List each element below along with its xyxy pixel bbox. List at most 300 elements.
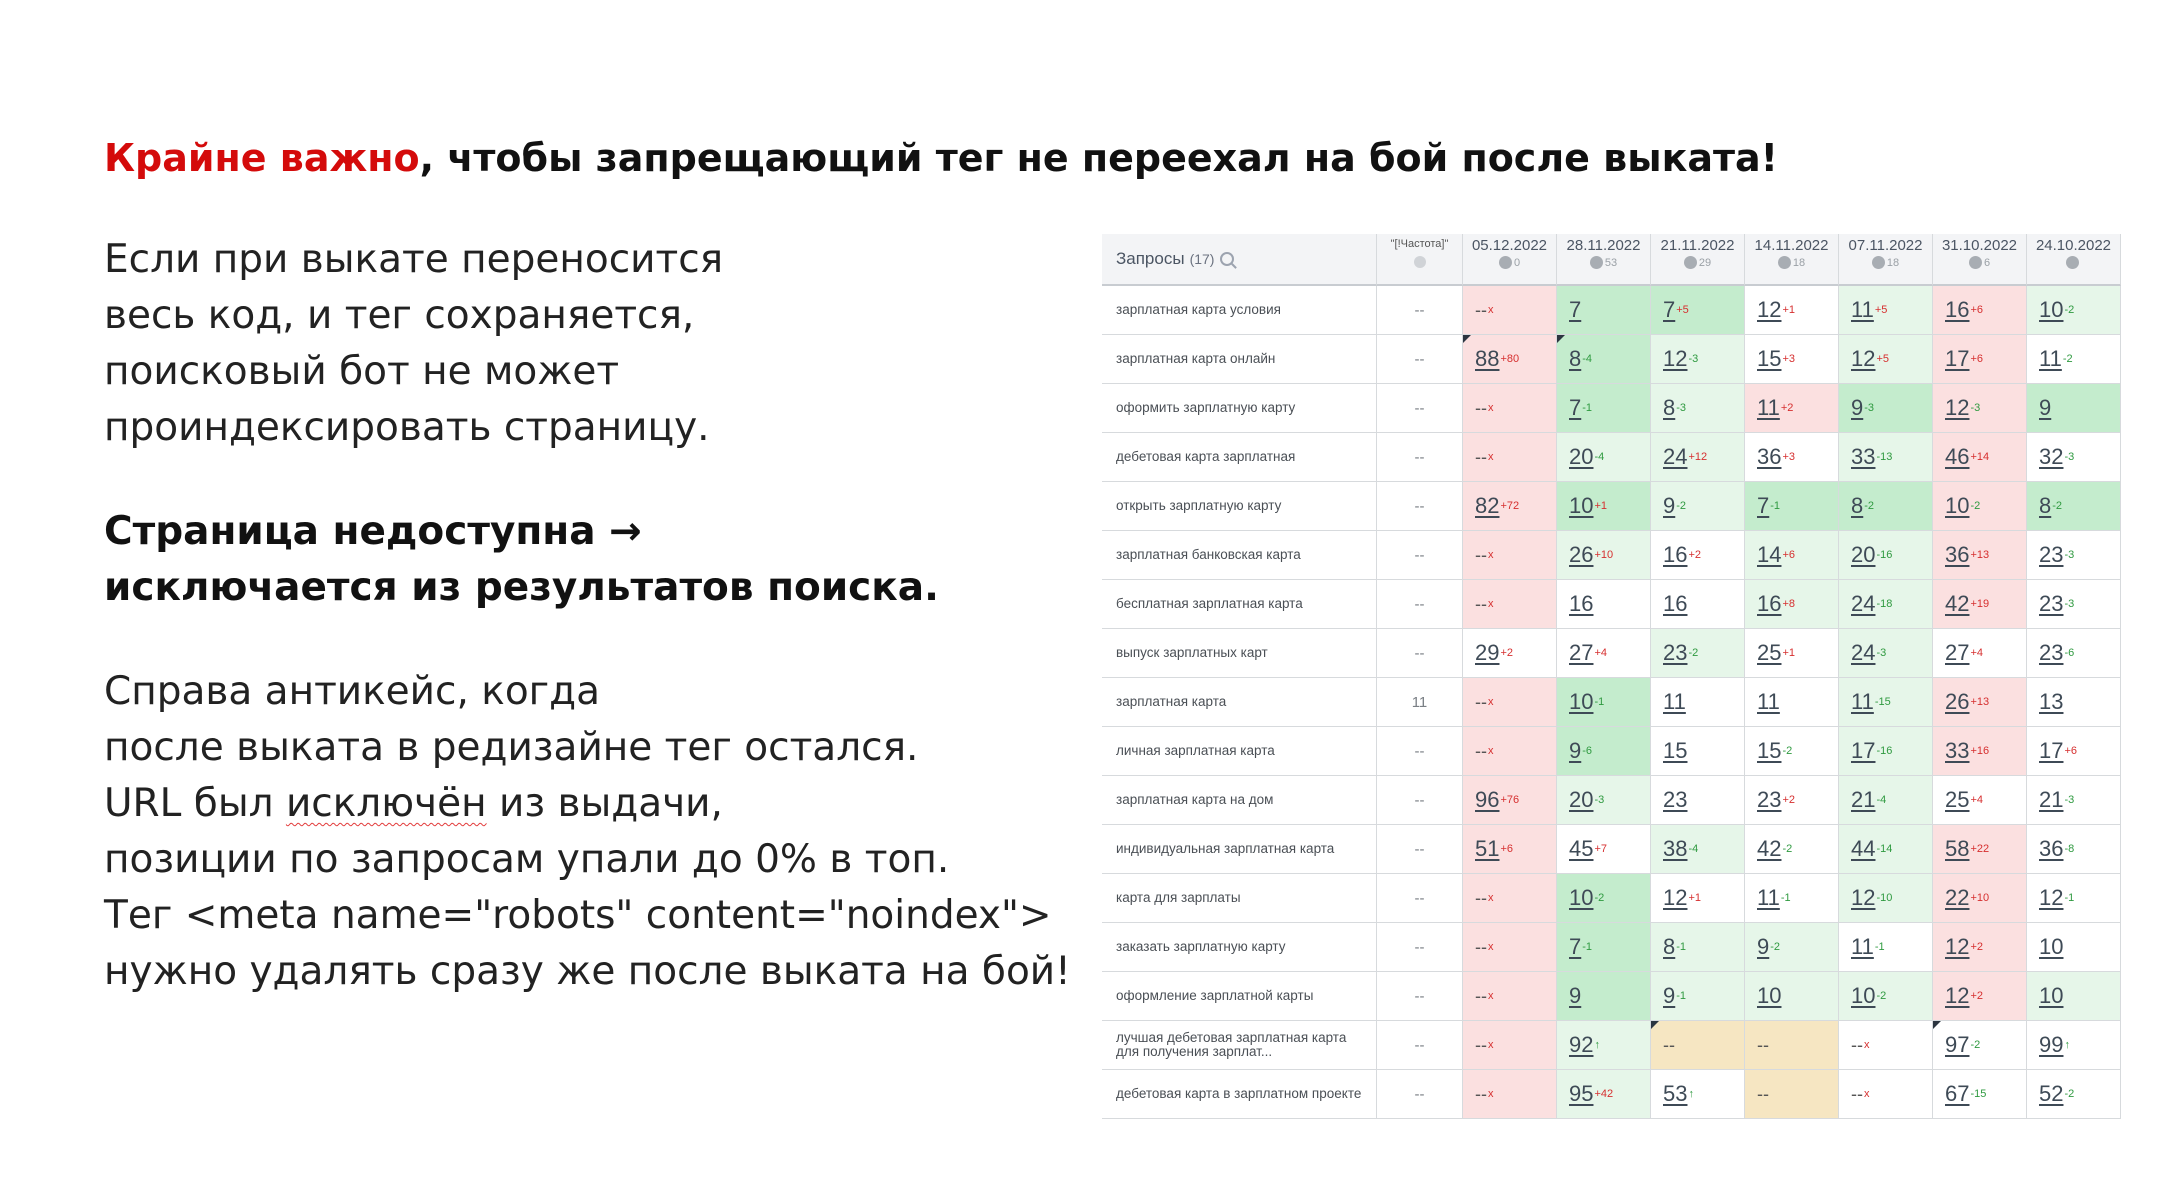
position-value[interactable]: 51 — [1475, 836, 1500, 861]
position-value[interactable]: 36 — [1945, 542, 1970, 567]
position-value: -- — [1475, 446, 1487, 467]
position-delta: -2 — [1676, 500, 1687, 512]
position-value[interactable]: 13 — [2039, 689, 2064, 714]
position-cell[interactable] — [1745, 629, 1839, 678]
position-value[interactable]: 9 — [1757, 934, 1770, 959]
position-value[interactable]: 11 — [1851, 934, 1874, 959]
position-value[interactable]: 58 — [1945, 836, 1970, 861]
position-value[interactable]: 33 — [1945, 738, 1970, 763]
position-cell[interactable] — [1557, 629, 1651, 678]
position-value[interactable]: 7 — [1569, 934, 1582, 959]
position-cell[interactable] — [1839, 335, 1933, 384]
position-cell[interactable] — [1651, 335, 1745, 384]
position-value[interactable]: 23 — [1663, 787, 1688, 812]
position-value[interactable]: 16 — [1945, 297, 1970, 322]
position-delta: +2 — [1688, 549, 1702, 561]
position-cell[interactable] — [1933, 433, 2027, 482]
position-value[interactable]: 16 — [1663, 591, 1688, 616]
date-column-header[interactable] — [2027, 234, 2121, 286]
position-delta: +8 — [1782, 598, 1796, 610]
position-cell[interactable] — [1745, 727, 1839, 776]
position-cell[interactable] — [2027, 335, 2121, 384]
position-cell[interactable] — [1745, 972, 1839, 1021]
position-cell[interactable] — [1463, 531, 1557, 580]
position-cell[interactable] — [1839, 433, 1933, 482]
position-cell[interactable] — [1557, 1021, 1651, 1070]
position-value[interactable]: 8 — [1569, 346, 1582, 371]
paragraph-line: позиции по запросам упали до 0% в топ. — [104, 837, 950, 882]
position-value[interactable]: 21 — [1851, 787, 1876, 812]
search-icon[interactable] — [1220, 252, 1234, 266]
position-cell[interactable] — [2027, 1070, 2121, 1119]
query-cell[interactable]: зарплатная карта на дом — [1102, 776, 1377, 825]
position-value[interactable]: 22 — [1945, 885, 1970, 910]
position-value[interactable]: 52 — [2039, 1081, 2064, 1106]
position-value[interactable]: 29 — [1475, 640, 1500, 665]
position-cell[interactable] — [1745, 874, 1839, 923]
date-label: 14.11.2022 — [1754, 237, 1829, 254]
position-cell[interactable] — [1557, 874, 1651, 923]
position-value: -- — [1475, 397, 1487, 418]
position-cell[interactable] — [1557, 335, 1651, 384]
position-cell[interactable] — [1745, 286, 1839, 335]
position-cell[interactable] — [1557, 825, 1651, 874]
position-cell[interactable] — [1651, 727, 1745, 776]
table-row — [1102, 629, 2121, 678]
position-value[interactable]: 15 — [1757, 738, 1782, 763]
position-cell[interactable] — [1557, 531, 1651, 580]
position-value: -- — [1475, 985, 1487, 1006]
position-value[interactable]: 17 — [1945, 346, 1970, 371]
position-delta: x — [1488, 1039, 1494, 1051]
position-cell[interactable] — [1745, 1021, 1839, 1070]
position-value[interactable]: 12 — [1851, 885, 1876, 910]
query-cell[interactable]: индивидуальная зарплатная карта — [1102, 825, 1377, 874]
position-value: -- — [1475, 691, 1487, 712]
query-cell[interactable]: открыть зарплатную карту — [1102, 482, 1377, 531]
position-value[interactable]: 23 — [1663, 640, 1688, 665]
date-subline — [1651, 256, 1744, 269]
position-cell[interactable] — [1463, 433, 1557, 482]
position-value[interactable]: 16 — [1663, 542, 1688, 567]
position-value[interactable]: 10 — [1569, 885, 1594, 910]
date-column-header[interactable] — [1463, 234, 1557, 286]
table-row — [1102, 923, 2121, 972]
position-value[interactable]: 12 — [2039, 885, 2064, 910]
query-cell[interactable]: выпуск зарплатных карт — [1102, 629, 1377, 678]
position-cell[interactable] — [1933, 335, 2027, 384]
position-cell[interactable] — [2027, 629, 2121, 678]
position-value[interactable]: 88 — [1475, 346, 1500, 371]
position-cell[interactable] — [1557, 286, 1651, 335]
position-cell[interactable] — [1557, 923, 1651, 972]
position-value[interactable]: 42 — [1757, 836, 1782, 861]
table-row — [1102, 286, 2121, 335]
position-cell[interactable] — [1745, 433, 1839, 482]
position-value[interactable]: 12 — [1851, 346, 1876, 371]
date-column-header[interactable] — [1745, 234, 1839, 286]
paragraph-anticase — [104, 664, 1104, 1000]
date-subline — [1839, 256, 1932, 269]
position-cell[interactable] — [1463, 335, 1557, 384]
position-cell[interactable] — [1463, 629, 1557, 678]
query-column-header[interactable] — [1102, 234, 1377, 286]
frequency-cell: -- — [1377, 874, 1463, 923]
position-cell[interactable] — [2027, 286, 2121, 335]
position-cell[interactable] — [1839, 482, 1933, 531]
paragraph-line: проиндексировать страницу. — [104, 405, 710, 450]
position-value[interactable]: 33 — [1851, 444, 1876, 469]
position-cell[interactable] — [1745, 678, 1839, 727]
position-value[interactable]: 10 — [1569, 689, 1594, 714]
position-cell[interactable] — [2027, 482, 2121, 531]
position-value[interactable]: 9 — [2039, 395, 2052, 420]
query-cell[interactable]: заказать зарплатную карту — [1102, 923, 1377, 972]
position-value[interactable]: 10 — [1569, 493, 1594, 518]
position-value: -- — [1475, 936, 1487, 957]
query-cell[interactable]: личная зарплатная карта — [1102, 727, 1377, 776]
position-cell[interactable] — [2027, 972, 2121, 1021]
position-cell[interactable] — [1463, 923, 1557, 972]
position-cell[interactable] — [1463, 1021, 1557, 1070]
position-cell[interactable] — [2027, 776, 2121, 825]
position-cell[interactable] — [1651, 482, 1745, 531]
position-value[interactable]: 7 — [1569, 297, 1582, 322]
position-cell[interactable] — [1463, 286, 1557, 335]
position-cell[interactable] — [1651, 972, 1745, 1021]
position-cell[interactable] — [1933, 923, 2027, 972]
date-column-header[interactable] — [1839, 234, 1933, 286]
position-cell[interactable] — [1463, 874, 1557, 923]
position-value[interactable]: 32 — [2039, 444, 2064, 469]
frequency-cell: -- — [1377, 482, 1463, 531]
position-value[interactable]: 44 — [1851, 836, 1876, 861]
position-value[interactable]: 11 — [1757, 395, 1780, 420]
position-value[interactable]: 25 — [1757, 640, 1782, 665]
position-cell[interactable] — [1839, 580, 1933, 629]
position-value[interactable]: 92 — [1569, 1032, 1594, 1057]
position-cell[interactable] — [1651, 433, 1745, 482]
position-cell[interactable] — [2027, 531, 2121, 580]
position-value[interactable]: 11 — [1851, 297, 1874, 322]
position-value[interactable]: 11 — [1663, 689, 1686, 714]
position-value[interactable]: 12 — [1663, 346, 1688, 371]
position-value[interactable]: 9 — [1663, 493, 1676, 518]
position-value[interactable]: 8 — [2039, 493, 2052, 518]
position-cell[interactable] — [1745, 580, 1839, 629]
position-value[interactable]: 20 — [1569, 444, 1594, 469]
query-cell[interactable]: оформление зарплатной карты — [1102, 972, 1377, 1021]
position-cell[interactable] — [1557, 433, 1651, 482]
position-cell[interactable] — [1933, 1070, 2027, 1119]
position-delta: -3 — [2064, 794, 2075, 806]
position-value[interactable]: 8 — [1663, 395, 1676, 420]
position-cell[interactable] — [1651, 531, 1745, 580]
position-value[interactable]: 12 — [1663, 885, 1688, 910]
position-cell[interactable] — [1933, 678, 2027, 727]
position-delta: x — [1488, 892, 1494, 904]
query-cell[interactable]: зарплатная карта онлайн — [1102, 335, 1377, 384]
frequency-cell: -- — [1377, 1070, 1463, 1119]
position-cell[interactable] — [1839, 776, 1933, 825]
position-cell[interactable] — [2027, 433, 2121, 482]
position-value[interactable]: 25 — [1945, 787, 1970, 812]
position-delta: -2 — [2064, 304, 2075, 316]
query-cell[interactable]: зарплатная карта — [1102, 678, 1377, 727]
position-delta: x — [1488, 1088, 1494, 1100]
position-value[interactable]: 10 — [2039, 983, 2064, 1008]
position-delta: +72 — [1500, 500, 1520, 512]
date-label: 07.11.2022 — [1848, 237, 1923, 254]
position-value[interactable]: 95 — [1569, 1081, 1594, 1106]
position-cell[interactable] — [1463, 1070, 1557, 1119]
position-delta: -2 — [2062, 353, 2073, 365]
position-value[interactable]: 12 — [1945, 395, 1970, 420]
position-delta: -3 — [1876, 647, 1887, 659]
query-cell[interactable]: зарплатная банковская карта — [1102, 531, 1377, 580]
percent-icon — [1872, 256, 1885, 269]
position-value[interactable]: 9 — [1569, 983, 1582, 1008]
position-value[interactable]: 11 — [1757, 689, 1780, 714]
position-cell[interactable] — [1933, 580, 2027, 629]
position-value[interactable]: 10 — [2039, 297, 2064, 322]
position-value[interactable]: 24 — [1663, 444, 1688, 469]
position-cell[interactable] — [1839, 825, 1933, 874]
date-column-header[interactable] — [1933, 234, 2027, 286]
position-cell[interactable] — [1463, 580, 1557, 629]
position-cell[interactable] — [1933, 972, 2027, 1021]
position-cell[interactable] — [1933, 776, 2027, 825]
position-cell[interactable] — [2027, 923, 2121, 972]
position-cell[interactable] — [1463, 825, 1557, 874]
frequency-column-header[interactable] — [1377, 234, 1463, 286]
position-cell[interactable] — [1651, 825, 1745, 874]
position-value[interactable]: 10 — [2039, 934, 2064, 959]
date-column-header[interactable] — [1557, 234, 1651, 286]
position-cell[interactable] — [1933, 482, 2027, 531]
position-value[interactable]: 97 — [1945, 1032, 1970, 1057]
position-cell[interactable] — [1745, 384, 1839, 433]
position-value[interactable]: 14 — [1757, 542, 1782, 567]
position-cell[interactable] — [2027, 384, 2121, 433]
position-delta: +6 — [1782, 549, 1796, 561]
position-value[interactable]: 8 — [1851, 493, 1864, 518]
position-cell[interactable] — [1557, 678, 1651, 727]
position-cell[interactable] — [1839, 678, 1933, 727]
position-value[interactable]: 21 — [2039, 787, 2064, 812]
position-cell[interactable] — [1651, 776, 1745, 825]
position-delta: x — [1488, 990, 1494, 1002]
position-value[interactable]: 67 — [1945, 1081, 1970, 1106]
position-cell[interactable] — [1839, 629, 1933, 678]
position-value[interactable]: 17 — [2039, 738, 2064, 763]
position-value[interactable]: 9 — [1569, 738, 1582, 763]
position-cell[interactable] — [1463, 776, 1557, 825]
position-cell[interactable] — [1651, 1021, 1745, 1070]
position-value[interactable]: 15 — [1663, 738, 1688, 763]
position-cell[interactable] — [1463, 727, 1557, 776]
position-cell[interactable] — [1745, 482, 1839, 531]
date-subline — [2027, 256, 2120, 269]
position-cell[interactable] — [2027, 678, 2121, 727]
position-cell[interactable] — [1745, 923, 1839, 972]
position-value[interactable]: 7 — [1663, 297, 1676, 322]
position-cell[interactable] — [1557, 776, 1651, 825]
position-cell[interactable] — [1933, 384, 2027, 433]
position-cell[interactable] — [2027, 580, 2121, 629]
position-cell[interactable] — [1933, 629, 2027, 678]
query-cell[interactable]: оформить зарплатную карту — [1102, 384, 1377, 433]
position-value[interactable]: 12 — [1945, 983, 1970, 1008]
position-cell[interactable] — [1839, 727, 1933, 776]
position-cell[interactable] — [1839, 531, 1933, 580]
position-cell[interactable] — [2027, 727, 2121, 776]
query-cell[interactable]: дебетовая карта в зарплатном проекте — [1102, 1070, 1377, 1119]
position-cell[interactable] — [1651, 1070, 1745, 1119]
position-cell[interactable] — [2027, 825, 2121, 874]
date-column-header[interactable] — [1651, 234, 1745, 286]
position-value[interactable]: 16 — [1569, 591, 1594, 616]
frequency-cell: -- — [1377, 629, 1463, 678]
position-cell[interactable] — [1933, 727, 2027, 776]
position-cell[interactable] — [1839, 874, 1933, 923]
position-delta: -6 — [1582, 745, 1593, 757]
query-cell[interactable]: дебетовая карта зарплатная — [1102, 433, 1377, 482]
position-value[interactable]: 11 — [1851, 689, 1874, 714]
position-value[interactable]: 11 — [2039, 346, 2062, 371]
position-value[interactable]: 12 — [1945, 934, 1970, 959]
position-cell[interactable] — [2027, 1021, 2121, 1070]
position-cell[interactable] — [1557, 972, 1651, 1021]
position-delta: -2 — [1782, 843, 1793, 855]
position-value[interactable]: 12 — [1757, 297, 1782, 322]
position-value[interactable]: 11 — [1757, 885, 1780, 910]
position-value[interactable]: 23 — [2039, 542, 2064, 567]
position-cell[interactable] — [1651, 384, 1745, 433]
position-cell[interactable] — [1557, 482, 1651, 531]
position-cell[interactable] — [1651, 629, 1745, 678]
position-cell[interactable] — [1839, 923, 1933, 972]
position-cell[interactable] — [1933, 874, 2027, 923]
position-value[interactable]: 38 — [1663, 836, 1688, 861]
position-value[interactable]: 23 — [1757, 787, 1782, 812]
date-subline — [1463, 256, 1556, 269]
position-value[interactable]: 26 — [1945, 689, 1970, 714]
position-cell[interactable] — [1463, 678, 1557, 727]
position-value[interactable]: 15 — [1757, 346, 1782, 371]
position-cell[interactable] — [1933, 531, 2027, 580]
position-cell[interactable] — [1557, 1070, 1651, 1119]
position-value[interactable]: 16 — [1757, 591, 1782, 616]
position-cell[interactable] — [1839, 972, 1933, 1021]
position-cell[interactable] — [2027, 874, 2121, 923]
table-row — [1102, 482, 2121, 531]
position-cell[interactable] — [1463, 384, 1557, 433]
position-cell[interactable] — [1745, 531, 1839, 580]
position-delta: -1 — [1874, 941, 1885, 953]
position-cell[interactable] — [1745, 1070, 1839, 1119]
position-cell[interactable] — [1463, 972, 1557, 1021]
position-value[interactable]: 10 — [1851, 983, 1876, 1008]
position-cell[interactable] — [1651, 923, 1745, 972]
query-cell[interactable]: лучшая дебетовая зарплатная карта для получения зарплат... — [1102, 1021, 1377, 1070]
position-value[interactable]: 27 — [1945, 640, 1970, 665]
table-row — [1102, 825, 2121, 874]
position-cell[interactable] — [1745, 825, 1839, 874]
position-value[interactable]: 46 — [1945, 444, 1970, 469]
position-delta: +6 — [1970, 353, 1984, 365]
position-value[interactable]: 42 — [1945, 591, 1970, 616]
position-cell[interactable] — [1839, 1070, 1933, 1119]
position-value[interactable]: 27 — [1569, 640, 1594, 665]
position-value[interactable]: 82 — [1475, 493, 1500, 518]
position-value[interactable]: 17 — [1851, 738, 1876, 763]
position-delta: x — [1488, 941, 1494, 953]
position-value[interactable]: 24 — [1851, 591, 1876, 616]
position-value[interactable]: 36 — [1757, 444, 1782, 469]
query-cell[interactable]: бесплатная зарплатная карта — [1102, 580, 1377, 629]
position-cell[interactable] — [1651, 580, 1745, 629]
position-cell[interactable] — [1933, 1021, 2027, 1070]
position-cell[interactable] — [1745, 335, 1839, 384]
position-cell[interactable] — [1651, 874, 1745, 923]
position-value[interactable]: 36 — [2039, 836, 2064, 861]
position-cell[interactable] — [1557, 580, 1651, 629]
position-cell[interactable] — [1839, 1021, 1933, 1070]
query-cell[interactable]: карта для зарплаты — [1102, 874, 1377, 923]
position-value[interactable]: 45 — [1569, 836, 1594, 861]
position-cell[interactable] — [1463, 482, 1557, 531]
position-cell[interactable] — [1557, 727, 1651, 776]
position-value[interactable]: 26 — [1569, 542, 1594, 567]
position-cell[interactable] — [1933, 286, 2027, 335]
query-cell[interactable]: зарплатная карта условия — [1102, 286, 1377, 335]
paragraph-intro — [104, 232, 1104, 456]
position-delta: -2 — [1864, 500, 1875, 512]
position-value[interactable]: 10 — [1945, 493, 1970, 518]
position-cell[interactable] — [1745, 776, 1839, 825]
paragraph-line: Справа антикейс, когда — [104, 669, 601, 714]
position-value[interactable]: 23 — [2039, 640, 2064, 665]
position-value[interactable]: 53 — [1663, 1081, 1688, 1106]
position-value[interactable]: 8 — [1663, 934, 1676, 959]
position-value[interactable]: 7 — [1757, 493, 1770, 518]
position-value[interactable]: 7 — [1569, 395, 1582, 420]
position-value[interactable]: 24 — [1851, 640, 1876, 665]
position-cell[interactable] — [1557, 384, 1651, 433]
position-value[interactable]: 96 — [1475, 787, 1500, 812]
position-value[interactable]: 23 — [2039, 591, 2064, 616]
position-value[interactable]: 99 — [2039, 1032, 2064, 1057]
date-count: 6 — [1983, 256, 1991, 269]
position-value[interactable]: 9 — [1663, 983, 1676, 1008]
query-count: (17) — [1189, 251, 1215, 267]
position-cell[interactable] — [1651, 678, 1745, 727]
position-cell[interactable] — [1651, 286, 1745, 335]
position-value[interactable]: 9 — [1851, 395, 1864, 420]
position-delta: x — [1488, 549, 1494, 561]
frequency-cell: -- — [1377, 580, 1463, 629]
position-value[interactable]: 10 — [1757, 983, 1782, 1008]
position-delta: +42 — [1594, 1088, 1614, 1100]
position-cell[interactable] — [1839, 286, 1933, 335]
table-row — [1102, 580, 2121, 629]
position-value[interactable]: 20 — [1569, 787, 1594, 812]
position-value[interactable]: 20 — [1851, 542, 1876, 567]
position-cell[interactable] — [1839, 384, 1933, 433]
position-delta: -1 — [2064, 892, 2075, 904]
position-cell[interactable] — [1933, 825, 2027, 874]
